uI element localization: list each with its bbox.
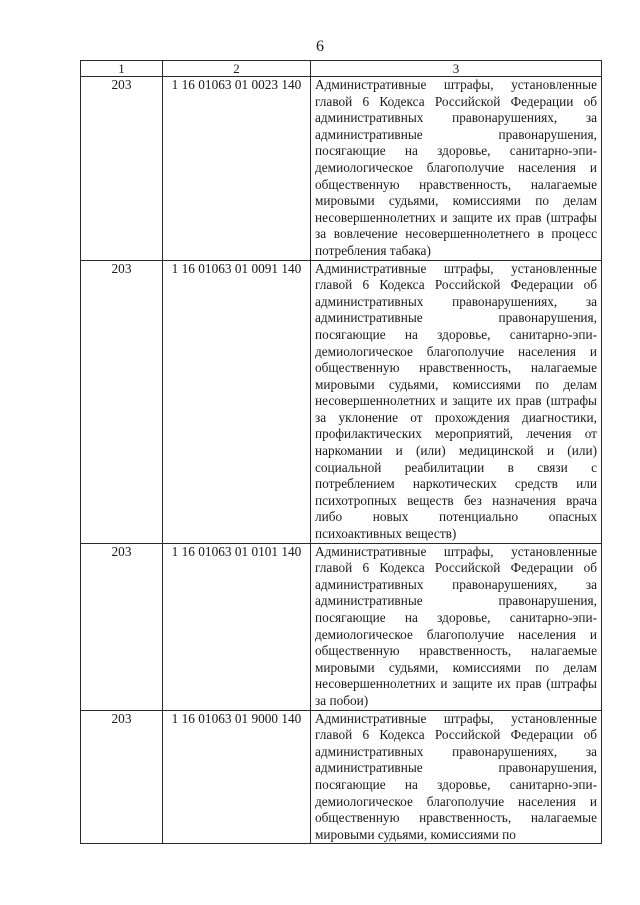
page-number: 6 (316, 38, 324, 55)
budget-code-cell: 1 16 01063 01 0023 140 (163, 77, 311, 261)
column-header-3: 3 (311, 61, 602, 77)
description-cell: Административные штрафы, установленные главой 6 Кодекса Российской Федерации об административных правонарушениях, за административные правонарушения, посягающие на здоровье, санитарно-эпидемиологическое благополучие населения и общественную нравственность, налагаемые мировыми судьями, комиссиями по делам несовершеннолетних и защите их прав (штрафы за вовлечение несовершеннолетнего в процесс потребления табака) (311, 77, 602, 261)
table-row (81, 710, 602, 844)
table-header-row (81, 61, 602, 77)
description-cell: Административные штрафы, установленные главой 6 Кодекса Российской Федерации об административных правонарушениях, за административные правонарушения, посягающие на здоровье, санитарно-эпидемиологическое благополучие населения и общественную нравственность, налагаемые мировыми судьями, комиссиями по (311, 710, 602, 844)
admin-code-cell: 203 (81, 77, 163, 261)
column-header-1: 1 (81, 61, 163, 77)
budget-code-cell: 1 16 01063 01 0091 140 (163, 260, 311, 543)
budget-code-cell: 1 16 01063 01 9000 140 (163, 710, 311, 844)
budget-code-cell: 1 16 01063 01 0101 140 (163, 543, 311, 710)
table-row (81, 77, 602, 261)
admin-code-cell: 203 (81, 710, 163, 844)
table-row (81, 260, 602, 543)
revenue-codes-table (80, 60, 602, 844)
description-cell: Административные штрафы, установленные главой 6 Кодекса Российской Федерации об административных правонарушениях, за административные правонарушения, посягающие на здоровье, санитарно-эпидемиологическое благополучие населения и общественную нравственность, налагаемые мировыми судьями, комиссиями по делам несовершеннолетних и защите их прав (штрафы за уклонение от прохождения диагностики, профилактических мероприятий, лечения от наркомании и (или) медицинской и (или) социальной реабилитации в связи с потреблением наркотических средств или психотропных веществ без назначения врача либо новых потенциально опасных психоактивных веществ) (311, 260, 602, 543)
column-header-2: 2 (163, 61, 311, 77)
table-row (81, 543, 602, 710)
description-cell: Административные штрафы, установленные главой 6 Кодекса Российской Федерации об административных правонарушениях, за административные правонарушения, посягающие на здоровье, санитарно-эпидемиологическое благополучие населения и общественную нравственность, налагаемые мировыми судьями, комиссиями по делам несовершеннолетних и защите их прав (штрафы за побои) (311, 543, 602, 710)
admin-code-cell: 203 (81, 260, 163, 543)
admin-code-cell: 203 (81, 543, 163, 710)
